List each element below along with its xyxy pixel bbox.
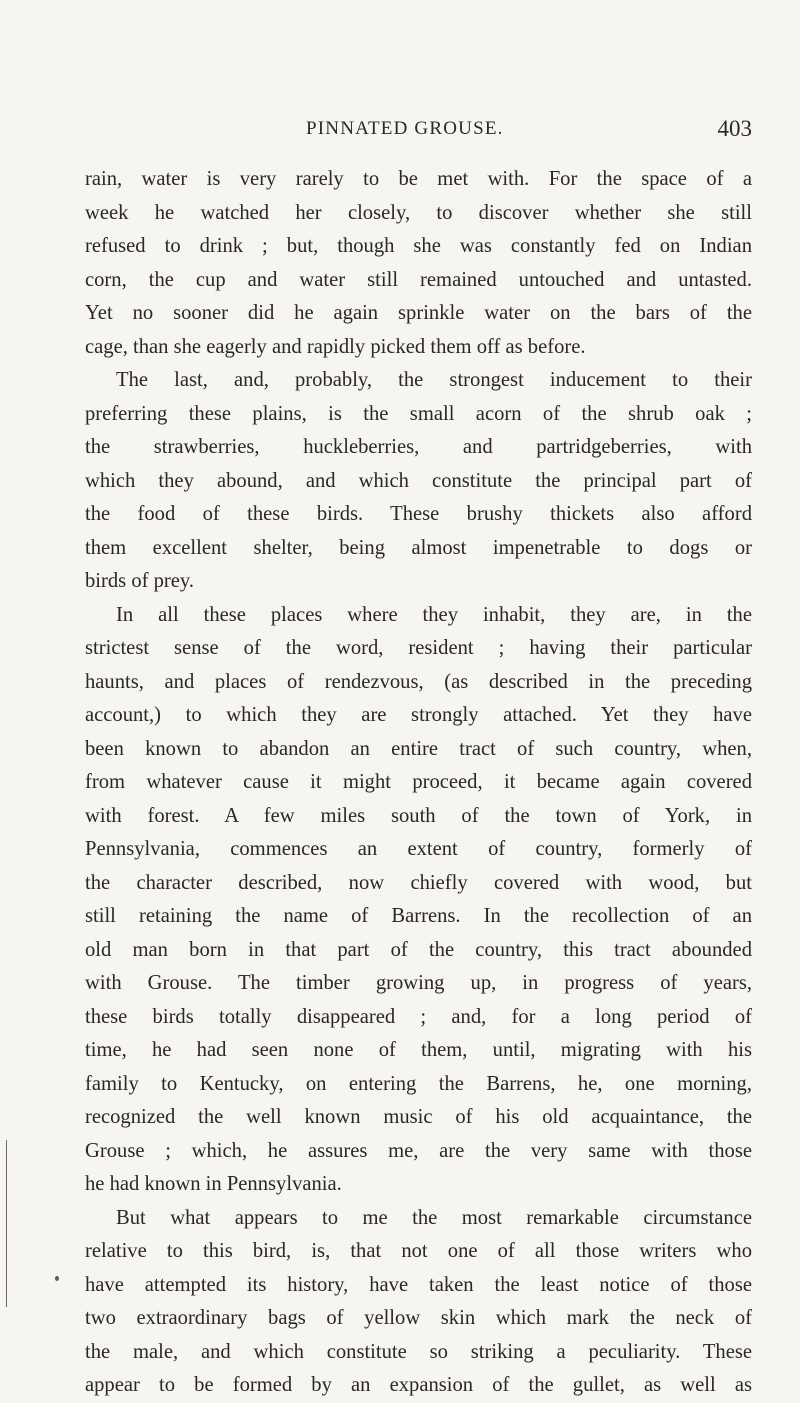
text-line: time, he had seen none of them, until, migrating with his [85, 1039, 752, 1061]
text-line: week he watched her closely, to discover whether she still [85, 201, 752, 224]
text-line: with Grouse. The timber growing up, in progress of years, [85, 972, 752, 994]
text-line: recognized the well known music of his old acquaintance, the [85, 1106, 752, 1128]
text-line: with forest. A few miles south of the town of York, in [85, 804, 752, 827]
text-line: Pennsylvania, commences an extent of country, formerly of [85, 838, 752, 860]
text-line: appear to be formed by an expansion of the gullet, as well as [85, 1374, 752, 1396]
text-line: these birds totally disappeared ; and, for a long period of [85, 1005, 752, 1028]
text-line: the male, and which constitute so striking a peculiarity. These [85, 1340, 752, 1363]
text-line: strictest sense of the word, resident ; having their particular [85, 637, 752, 659]
running-head: PINNATED GROUSE. [306, 118, 504, 139]
scan-speck [55, 1276, 59, 1281]
text-line: which they abound, and which constitute the principal part of [85, 469, 752, 492]
text-line: haunts, and places of rendezvous, (as described in the preceding [85, 670, 752, 693]
text-line: them excellent shelter, being almost impenetrable to dogs or [85, 536, 752, 559]
text-line: preferring these plains, is the small acorn of the shrub oak ; [85, 402, 752, 425]
text-line: cage, than she eagerly and rapidly picked them off as before. [85, 335, 586, 358]
text-line: family to Kentucky, on entering the Barrens, he, one morning, [85, 1072, 752, 1095]
page-header [85, 118, 752, 148]
page-number: 403 [717, 116, 752, 141]
text-line: rain, water is very rarely to be met with. For the space of a [85, 168, 752, 190]
text-line: have attempted its history, have taken the least notice of those [85, 1273, 752, 1296]
scan-edge-line [6, 1140, 7, 1307]
text-line: he had known in Pennsylvania. [85, 1173, 342, 1195]
body-text [85, 163, 752, 1403]
text-line: old man born in that part of the country, this tract abounded [85, 938, 752, 961]
paragraph-start-line: In all these places where they inhabit, they are, in the [116, 603, 752, 626]
text-line: relative to this bird, is, that not one of all those writers who [85, 1240, 752, 1262]
paragraph-start-line: But what appears to me the most remarkable circumstance [116, 1206, 752, 1229]
text-line: still retaining the name of Barrens. In the recollection of an [85, 905, 752, 927]
text-line: from whatever cause it might proceed, it became again covered [85, 771, 752, 793]
text-line: the food of these birds. These brushy thickets also afford [85, 503, 752, 525]
text-line: corn, the cup and water still remained untouched and untasted. [85, 268, 752, 291]
text-line: account,) to which they are strongly attached. Yet they have [85, 704, 752, 726]
paragraph-start-line: The last, and, probably, the strongest inducement to their [116, 369, 752, 391]
text-line: the strawberries, huckleberries, and partridgeberries, with [85, 436, 752, 458]
text-line: Grouse ; which, he assures me, are the very same with those [85, 1139, 752, 1162]
text-line: been known to abandon an entire tract of such country, when, [85, 737, 752, 760]
text-line: Yet no sooner did he again sprinkle water on the bars of the [85, 302, 752, 324]
text-line: refused to drink ; but, though she was constantly fed on Indian [85, 235, 752, 257]
text-line: two extraordinary bags of yellow skin which mark the neck of [85, 1307, 752, 1329]
text-line: birds of prey. [85, 570, 195, 592]
text-line: the character described, now chiefly covered with wood, but [85, 871, 752, 894]
